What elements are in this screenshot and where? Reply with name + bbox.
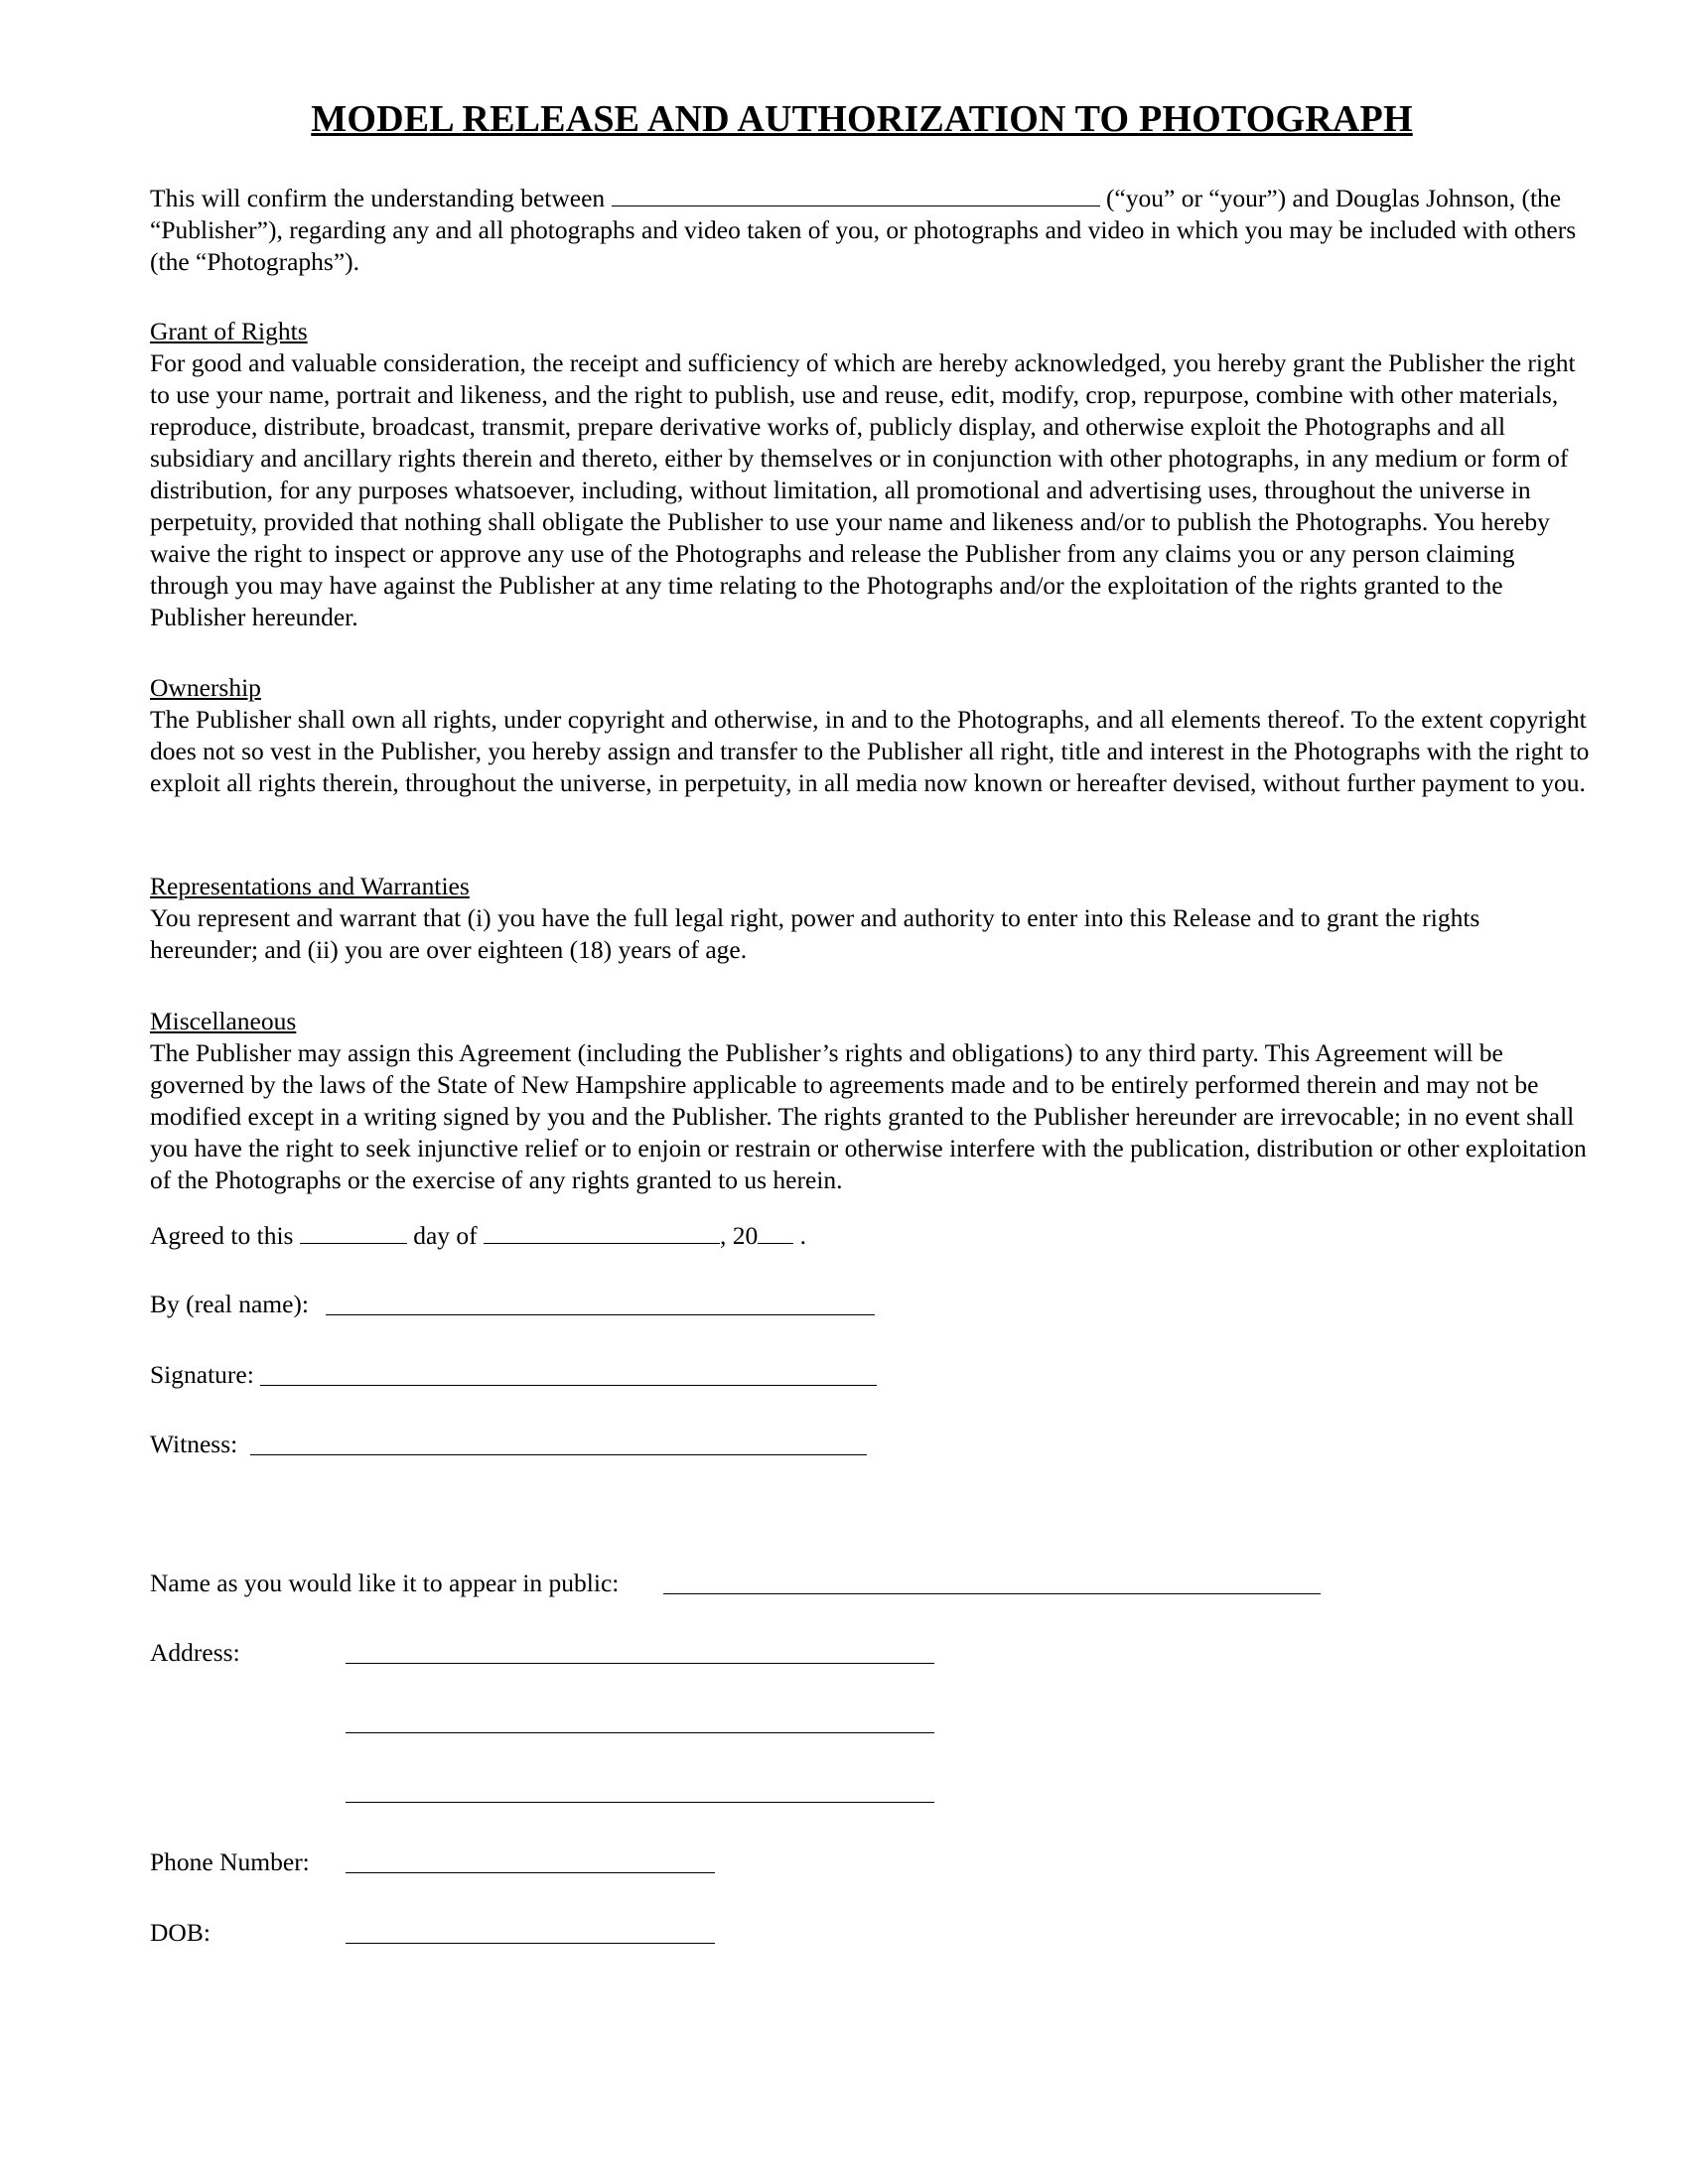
public-name-label: Name as you would like it to appear in public: [150,1569,620,1597]
party-name-blank[interactable] [612,182,1100,206]
witness-blank[interactable] [250,1454,867,1455]
dob-label: DOB: [150,1918,211,1947]
address-line-1-blank[interactable] [346,1663,934,1664]
witness-row [150,1429,237,1460]
agreed-middle: day of [413,1221,478,1250]
dob-row [150,1917,211,1949]
month-blank[interactable] [484,1219,720,1244]
section-representations [150,871,1590,966]
phone-blank[interactable] [346,1872,715,1873]
phone-label: Phone Number: [150,1847,310,1876]
public-name-blank[interactable] [663,1593,1321,1594]
agreed-end: . [799,1221,807,1250]
witness-label: Witness: [150,1430,238,1458]
intro-paragraph [150,182,1590,278]
document-title: MODEL RELEASE AND AUTHORIZATION TO PHOTOGRAPH [311,98,1413,140]
section-miscellaneous [150,1006,1590,1196]
section-heading: Miscellaneous [150,1007,297,1035]
real-name-blank[interactable] [326,1314,875,1315]
address-label: Address: [150,1638,240,1667]
agreed-date-line [150,1219,806,1252]
real-name-label: By (real name): [150,1290,310,1318]
section-ownership [150,672,1590,799]
phone-row [150,1846,310,1878]
year-prefix: , 20 [720,1221,759,1250]
intro-text-before: This will confirm the understanding between [150,184,606,212]
signature-row [150,1359,254,1391]
address-line-3-blank[interactable] [346,1802,934,1803]
year-blank[interactable] [758,1219,793,1244]
address-row [150,1637,240,1669]
dob-blank[interactable] [346,1943,715,1944]
section-grant-of-rights [150,316,1590,633]
real-name-row [150,1289,309,1320]
signature-label: Signature: [150,1360,254,1389]
intro-text-after: (“you” or “your”) and Douglas Johnson, (the “Publisher”), regarding any and all photographs and video taken of you, or photographs and video in which you may be included with others (the “Photographs”). [150,184,1577,276]
section-text: For good and valuable consideration, the receipt and sufficiency of which are hereby acknowledged, you hereby grant the Publisher the right to use your name, portrait and likeness, and the right to publish, use and reuse, edit, modify, crop, repurpose, combine with other materials, reproduce, distribute, broadcast, transmit, prepare derivative works of, publicly display, and otherwise exploit the Photographs and all subsidiary and ancillary rights therein and thereto, either by themselves or in conjunction with other photographs, in any medium or form of distribution, for any purposes whatsoever, including, without limitation, all promotional and advertising uses, throughout the universe in perpetuity, provided that nothing shall obligate the Publisher to use your name and likeness and/or to publish the Photographs. You hereby waive the right to inspect or approve any use of the Photographs and release the Publisher from any claims you or any person claiming through you may have against the Publisher at any time relating to the Photographs and/or the exploitation of the rights granted to the Publisher hereunder. [150,348,1576,631]
section-heading: Representations and Warranties [150,872,470,900]
section-text: You represent and warrant that (i) you have the full legal right, power and authority to enter into this Release and to grant the rights hereunder; and (ii) you are over eighteen (18) years of age. [150,903,1480,964]
day-blank[interactable] [300,1219,407,1244]
address-line-2-blank[interactable] [346,1732,934,1733]
section-text: The Publisher shall own all rights, under copyright and otherwise, in and to the Photographs, and all elements thereof. To the extent copyright does not so vest in the Publisher, you hereby assign and transfer to the Publisher all right, title and interest in the Photographs with the right to exploit all rights therein, throughout the universe, in perpetuity, in all media now known or hereafter devised, without further payment to you. [150,705,1590,797]
public-name-row [150,1568,619,1599]
section-heading: Grant of Rights [150,317,308,345]
section-text: The Publisher may assign this Agreement (including the Publisher’s rights and obligations) to any third party. This Agreement will be governed by the laws of the State of New Hampshire applicable to agreements made and to be entirely performed therein and may not be modified except in a writing signed by you and the Publisher. The rights granted to the Publisher hereunder are irrevocable; in no event shall you have the right to seek injunctive relief or to enjoin or restrain or otherwise interfere with the publication, distribution or other exploitation of the Photographs or the exercise of any rights granted to us herein. [150,1038,1587,1194]
signature-blank[interactable] [260,1385,877,1386]
section-heading: Ownership [150,673,261,702]
agreed-prefix: Agreed to this [150,1221,294,1250]
